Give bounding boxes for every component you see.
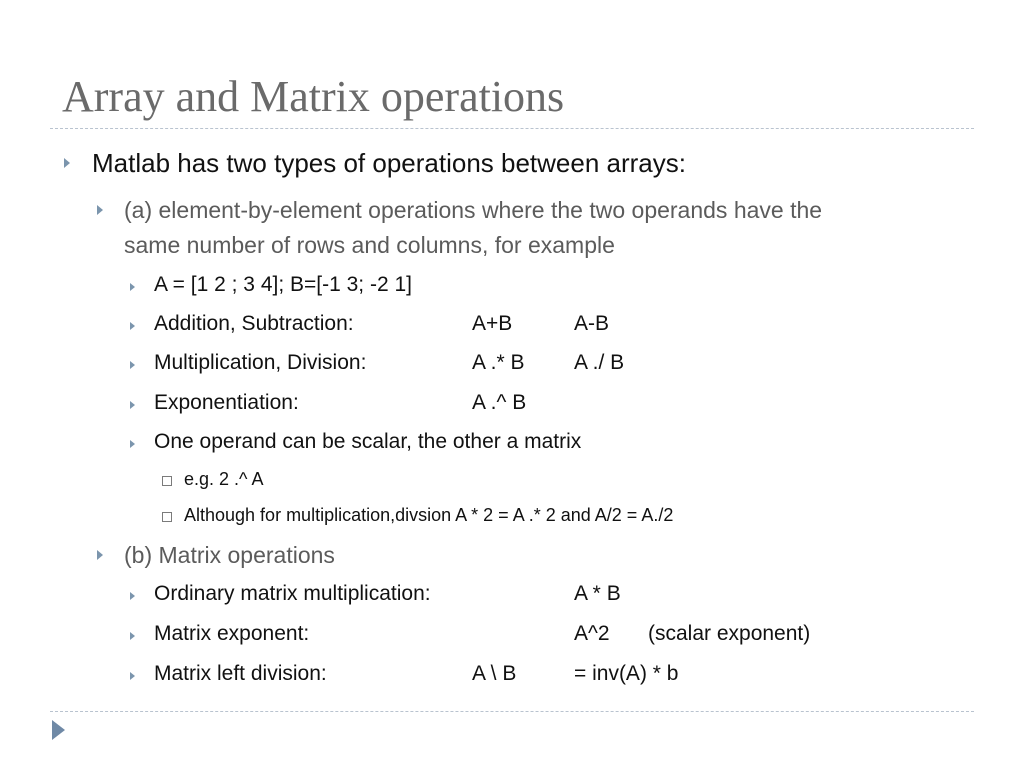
triangle-bullet-icon — [97, 205, 103, 215]
next-slide-arrow-icon[interactable] — [52, 720, 65, 740]
square-bullet-icon — [162, 512, 172, 522]
triangle-bullet-icon — [97, 550, 103, 560]
list-item-text: One operand can be scalar, the other a matrix — [154, 430, 582, 453]
triangle-bullet-icon — [130, 592, 135, 600]
operation-note: (scalar exponent) — [648, 622, 811, 645]
triangle-bullet-icon — [130, 401, 135, 409]
part-a-line1: (a) element-by-element operations where the two operands have the — [124, 197, 823, 223]
square-bullet-icon — [162, 476, 172, 486]
operation-expression: = inv(A) * b — [574, 662, 679, 685]
list-item — [154, 351, 954, 377]
operation-label: Addition, Subtraction: — [154, 312, 354, 335]
operation-label: Exponentiation: — [154, 391, 299, 414]
list-item — [154, 273, 954, 299]
triangle-bullet-icon — [130, 632, 135, 640]
triangle-bullet-icon — [130, 322, 135, 330]
footer-divider — [50, 711, 974, 712]
operation-expression: A+B — [472, 312, 513, 335]
list-item — [154, 662, 954, 688]
operation-expression: A * B — [574, 582, 621, 605]
slide-title: Array and Matrix operations — [62, 72, 565, 121]
triangle-bullet-icon — [64, 158, 70, 168]
operation-label: Multiplication, Division: — [154, 351, 367, 374]
operation-expression: A .* B — [472, 351, 525, 374]
triangle-bullet-icon — [130, 361, 135, 369]
sub-list-item: Although for multiplication,divsion A * 2 = A .* 2 and A/2 = A./2 — [184, 505, 674, 525]
list-item — [154, 622, 954, 648]
operation-expression: A \ B — [472, 662, 517, 685]
operation-expression: A^2 — [574, 622, 610, 645]
operation-label: Matrix left division: — [154, 662, 327, 685]
list-item — [154, 582, 954, 608]
sub-list-item: e.g. 2 .^ A — [184, 469, 264, 489]
list-item — [154, 430, 954, 456]
operation-label: Ordinary matrix multiplication: — [154, 582, 431, 605]
list-item — [154, 312, 954, 338]
operation-expression: A-B — [574, 312, 610, 335]
triangle-bullet-icon — [130, 672, 135, 680]
part-b-label: (b) Matrix operations — [124, 542, 335, 568]
title-divider — [50, 128, 974, 129]
operation-expression: A .^ B — [472, 391, 527, 414]
part-a-line2: same number of rows and columns, for example — [124, 232, 615, 258]
list-item-text: A = [1 2 ; 3 4]; B=[-1 3; -2 1] — [154, 273, 412, 296]
operation-expression: A ./ B — [574, 351, 625, 374]
list-item — [154, 391, 954, 417]
operation-label: Matrix exponent: — [154, 622, 310, 645]
triangle-bullet-icon — [130, 440, 135, 448]
main-bullet-text: Matlab has two types of operations between arrays: — [92, 148, 686, 178]
triangle-bullet-icon — [130, 283, 135, 291]
